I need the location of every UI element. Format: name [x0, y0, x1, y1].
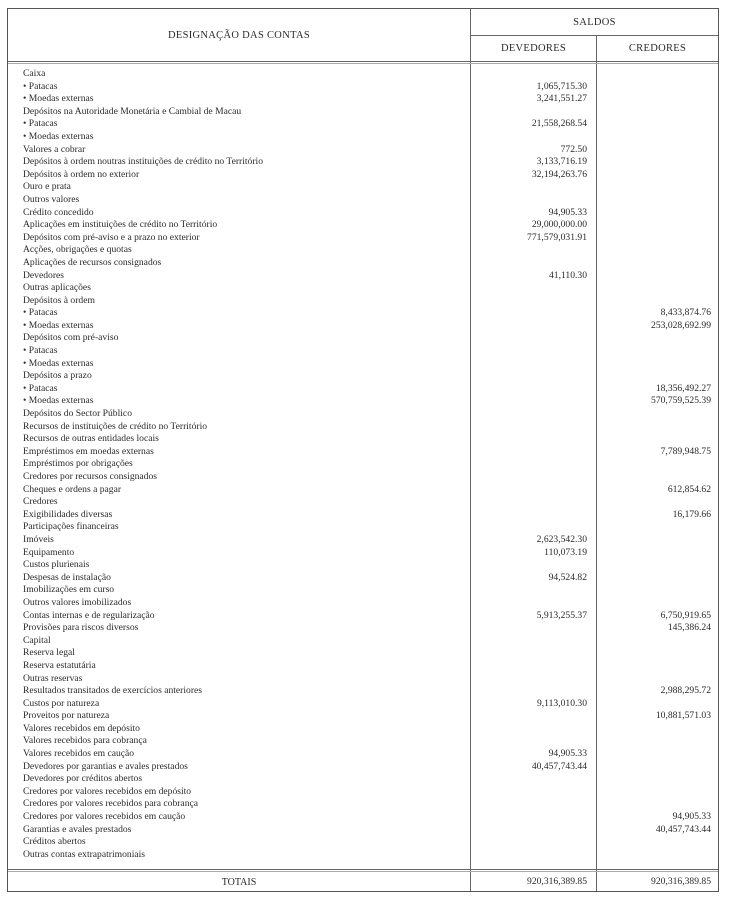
account-label: Outras contas extrapatrimoniais: [23, 848, 146, 860]
table-row: [8, 559, 718, 572]
account-label: Caixa: [23, 68, 46, 79]
table-row: [8, 270, 718, 283]
table-row: [8, 232, 718, 245]
header-credores: CREDORES: [628, 43, 687, 54]
debit-value: 3,241,551.27: [536, 93, 587, 105]
debit-value: 94,905.33: [548, 206, 587, 218]
table-row: [8, 496, 718, 509]
account-label: Depósitos com pré-aviso: [23, 332, 119, 344]
totals-devedores: 920,316,389.85: [527, 876, 587, 887]
account-label: Aplicações em instituições de crédito no Território: [23, 219, 218, 231]
debit-value: 1,065,715.30: [536, 80, 587, 92]
table-row: [8, 320, 718, 333]
table-row: [8, 748, 718, 761]
totals-credores: 920,316,389.85: [651, 876, 711, 887]
table-row: [8, 685, 718, 698]
table-row: [8, 673, 718, 686]
account-label: • Moedas externas: [23, 357, 94, 369]
table-row: [8, 345, 718, 358]
account-label: Reserva estatutária: [23, 659, 96, 671]
account-label: Depósitos à ordem noutras instituições de crédito no Território: [23, 156, 264, 168]
debit-value: 2,623,542.30: [536, 533, 587, 545]
account-label: Outras reservas: [23, 672, 83, 684]
table-row: [8, 68, 718, 81]
debit-value: 32,194,263.76: [531, 168, 587, 180]
table-row: [8, 144, 718, 157]
account-label: Valores recebidos em caução: [23, 748, 135, 760]
account-label: Ouro e prata: [23, 181, 71, 193]
credit-value: 10,881,571.03: [655, 710, 711, 722]
header-divider: [8, 61, 718, 62]
account-label: Depósitos com pré-aviso e a prazo no exterior: [23, 231, 200, 243]
totals-label: TOTAIS: [221, 876, 257, 888]
credit-value: 94,905.33: [672, 811, 711, 823]
account-label: Aplicações de recursos consignados: [23, 256, 162, 268]
account-label: Imóveis: [23, 533, 54, 545]
table-row: [8, 547, 718, 560]
account-label: Resultados transitados de exercícios anteriores: [23, 685, 203, 697]
debit-value: 29,000,000.00: [531, 219, 587, 231]
account-label: Outras aplicações: [23, 282, 91, 294]
account-label: Credores por valores recebidos para cobrança: [23, 798, 199, 810]
account-label: • Moedas externas: [23, 395, 94, 407]
table-row: [8, 332, 718, 345]
table-row: [8, 471, 718, 484]
account-label: Devedores por créditos abertos: [23, 773, 143, 785]
account-label: Participações financeiras: [23, 521, 119, 533]
table-row: [8, 433, 718, 446]
table-row: [8, 282, 718, 295]
debit-value: 772.50: [560, 143, 587, 155]
account-label: • Patacas: [23, 118, 58, 130]
table-row: [8, 219, 718, 232]
credit-value: 253,028,692.99: [651, 319, 711, 331]
account-label: Crédito concedido: [23, 206, 94, 218]
account-label: Contas internas e de regularização: [23, 609, 155, 621]
account-label: • Moedas externas: [23, 319, 94, 331]
account-label: Créditos abertos: [23, 836, 86, 848]
account-label: Reserva legal: [23, 647, 75, 659]
table-row: [8, 207, 718, 220]
table-row: [8, 484, 718, 497]
table-row: [8, 761, 718, 774]
credit-value: 2,988,295.72: [660, 685, 711, 697]
account-label: Despesas de instalação: [23, 571, 111, 583]
account-label: Credores por valores recebidos em caução: [23, 811, 186, 823]
table-row: [8, 786, 718, 799]
table-row: [8, 106, 718, 119]
table-row: [8, 597, 718, 610]
debit-value: 94,524.82: [548, 571, 587, 583]
account-label: Recursos de outras entidades locais: [23, 433, 159, 445]
table-row: [8, 169, 718, 182]
table-row: [8, 610, 718, 623]
debit-value: 9,113,010.30: [536, 697, 587, 709]
table-row: [8, 131, 718, 144]
table-row: [8, 383, 718, 396]
debit-value: 771,579,031.91: [527, 231, 587, 243]
account-label: Outros valores imobilizados: [23, 596, 132, 608]
account-label: Acções, obrigações e quotas: [23, 244, 132, 256]
account-label: Valores recebidos em depósito: [23, 722, 140, 734]
account-label: • Patacas: [23, 345, 58, 357]
debit-value: 41,110.30: [548, 269, 587, 281]
account-label: Custos por natureza: [23, 697, 100, 709]
table-row: [8, 295, 718, 308]
account-label: Proveitos por natureza: [23, 710, 110, 722]
account-label: • Moedas externas: [23, 130, 94, 142]
balance-table: [7, 8, 719, 892]
table-row: [8, 622, 718, 635]
table-row: [8, 408, 718, 421]
table-row: [8, 773, 718, 786]
table-row: [8, 307, 718, 320]
table-row: [8, 811, 718, 824]
account-label: Valores a cobrar: [23, 143, 86, 155]
account-label: • Patacas: [23, 80, 58, 92]
table-row: [8, 572, 718, 585]
table-row: [8, 735, 718, 748]
table-row: [8, 635, 718, 648]
credit-value: 40,457,743.44: [655, 823, 711, 835]
account-label: Provisões para riscos diversos: [23, 622, 139, 634]
table-row: [8, 156, 718, 169]
account-label: Credores por valores recebidos em depósito: [23, 785, 192, 797]
totals-divider: [8, 869, 718, 870]
account-label: Depósitos do Sector Público: [23, 408, 132, 420]
table-row: [8, 458, 718, 471]
header-saldos: SALDOS: [573, 16, 616, 28]
table-row: [8, 660, 718, 673]
account-label: Outros valores: [23, 193, 80, 205]
credit-value: 612,854.62: [667, 483, 711, 495]
account-label: Garantias e avales prestados: [23, 823, 132, 835]
account-label: Custos plurienais: [23, 559, 90, 571]
header-devedores: DEVEDORES: [500, 43, 567, 54]
table-row: [8, 723, 718, 736]
account-label: • Moedas externas: [23, 93, 94, 105]
credit-value: 16,179.66: [672, 508, 711, 520]
account-label: Credores por recursos consignados: [23, 471, 158, 482]
account-label: Devedores por garantias e avales prestados: [23, 760, 188, 772]
account-label: Cheques e ordens a pagar: [23, 483, 122, 495]
table-row: [8, 521, 718, 534]
account-label: Valores recebidos para cobrança: [23, 735, 147, 747]
table-row: [8, 358, 718, 371]
credit-value: 570,759,525.39: [651, 395, 711, 407]
table-row: [8, 647, 718, 660]
table-row: [8, 849, 718, 862]
table-row: [8, 194, 718, 207]
table-row: [8, 710, 718, 723]
account-label: Depósitos na Autoridade Monetária e Cambial de Macau: [23, 105, 242, 117]
credit-value: 18,356,492.27: [655, 382, 711, 394]
account-label: • Patacas: [23, 382, 58, 394]
account-label: Depósitos à ordem: [23, 294, 95, 306]
account-label: Recursos de instituições de crédito no Território: [23, 420, 208, 432]
table-row: [8, 370, 718, 383]
table-row: [8, 81, 718, 94]
account-label: Depósitos à ordem no exterior: [23, 168, 140, 180]
debit-value: 21,558,268.54: [531, 118, 587, 130]
debit-value: 110,073.19: [544, 546, 587, 558]
debit-value: 5,913,255.37: [536, 609, 587, 621]
account-label: Capital: [23, 634, 51, 646]
table-row: [8, 836, 718, 849]
debit-value: 94,905.33: [548, 748, 587, 760]
table-row: [8, 395, 718, 408]
table-row: [8, 584, 718, 597]
account-label: Depósitos a prazo: [23, 370, 92, 382]
credit-value: 6,750,919.65: [660, 609, 711, 621]
table-row: [8, 534, 718, 547]
credit-value: 145,386.24: [667, 622, 711, 634]
table-row: [8, 118, 718, 131]
table-row: [8, 798, 718, 811]
debit-value: 40,457,743.44: [531, 760, 587, 772]
table-row: [8, 698, 718, 711]
header-designation: DESIGNAÇÃO DAS CONTAS: [168, 29, 310, 41]
header-divider: [8, 63, 718, 64]
table-row: [8, 509, 718, 522]
account-label: Exigibilidades diversas: [23, 508, 113, 520]
table-row: [8, 446, 718, 459]
account-label: Credores: [23, 496, 58, 508]
account-label: Empréstimos por obrigações: [23, 458, 133, 470]
account-rows: [8, 68, 718, 861]
debit-value: 3,133,716.19: [536, 156, 587, 168]
credit-value: 8,433,874.76: [660, 307, 711, 319]
account-label: Empréstimos em moedas externas: [23, 445, 154, 457]
credit-value: 7,789,948.75: [660, 445, 711, 457]
table-row: [8, 244, 718, 257]
table-row: [8, 421, 718, 434]
account-label: • Patacas: [23, 307, 58, 319]
account-label: Devedores: [23, 269, 65, 281]
table-row: [8, 93, 718, 106]
account-label: Imobilizações em curso: [23, 584, 115, 596]
table-row: [8, 257, 718, 270]
account-label: Equipamento: [23, 546, 75, 558]
table-row: [8, 181, 718, 194]
table-row: [8, 824, 718, 837]
